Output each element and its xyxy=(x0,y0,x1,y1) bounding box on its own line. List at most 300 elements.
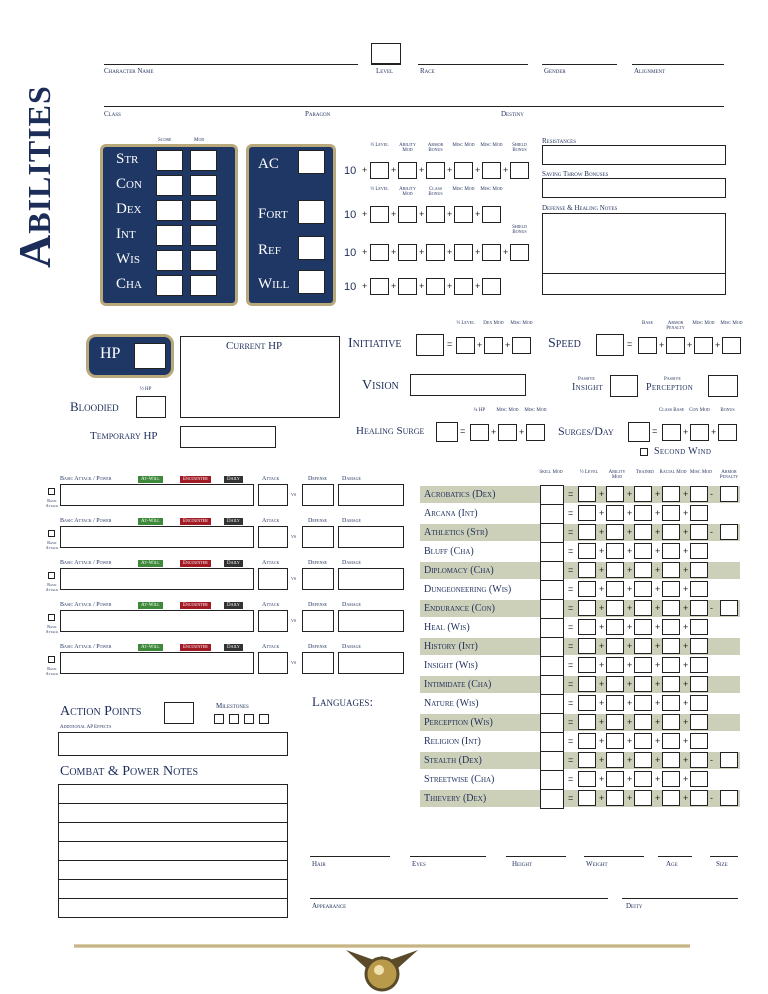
skill-total[interactable] xyxy=(540,561,564,581)
skill-component-box[interactable] xyxy=(606,543,624,559)
skill-component-box[interactable] xyxy=(634,695,652,711)
defense-formula-box[interactable] xyxy=(426,162,445,179)
label-appearance: Appearance xyxy=(312,902,347,910)
ability-label-int: Int xyxy=(116,226,136,242)
skill-component-box[interactable] xyxy=(690,581,708,597)
skill-component-box[interactable] xyxy=(662,600,680,616)
skill-total[interactable] xyxy=(540,694,564,714)
daily-tag[interactable]: Daily xyxy=(224,560,243,567)
plus-op: + xyxy=(475,247,481,257)
skill-component-box[interactable] xyxy=(634,543,652,559)
speed-box[interactable] xyxy=(694,337,713,354)
plus-op: + xyxy=(491,427,497,437)
ability-score-wis[interactable] xyxy=(156,250,183,271)
skill-component-box[interactable] xyxy=(662,676,680,692)
skill-component-box[interactable] xyxy=(690,562,708,578)
skill-component-box[interactable] xyxy=(634,581,652,597)
defense-formula-box[interactable] xyxy=(454,162,473,179)
armor-penalty-box[interactable] xyxy=(720,790,738,806)
skill-component-box[interactable] xyxy=(578,505,596,521)
skill-component-box[interactable] xyxy=(634,562,652,578)
skill-component-box[interactable] xyxy=(690,486,708,502)
plus-op: + xyxy=(683,427,689,437)
skill-component-box[interactable] xyxy=(634,771,652,787)
skill-component-box[interactable] xyxy=(634,657,652,673)
attack-defense-field[interactable] xyxy=(302,652,334,674)
plus-op: + xyxy=(683,584,689,594)
armor-penalty-box[interactable] xyxy=(720,486,738,502)
skill-name: Perception (Wis) xyxy=(424,717,493,728)
initiative-box[interactable] xyxy=(456,337,475,354)
defense-formula-box[interactable] xyxy=(426,206,445,223)
ability-score-con[interactable] xyxy=(156,175,183,196)
equals-op: = xyxy=(568,660,574,670)
defense-score-will[interactable] xyxy=(298,270,325,294)
equals-op: = xyxy=(568,679,574,689)
skill-component-box[interactable] xyxy=(690,771,708,787)
plus-op: + xyxy=(683,508,689,518)
plus-op: + xyxy=(655,546,661,556)
skill-name: Heal (Wis) xyxy=(424,622,470,633)
basic-attack-checkbox[interactable] xyxy=(48,530,55,537)
skill-component-box[interactable] xyxy=(606,524,624,540)
plus-op: + xyxy=(655,489,661,499)
label-weight: Weight xyxy=(586,860,608,868)
skill-component-box[interactable] xyxy=(606,733,624,749)
skill-component-box[interactable] xyxy=(606,486,624,502)
skill-component-box[interactable] xyxy=(690,524,708,540)
attack-damage-field[interactable] xyxy=(338,610,404,632)
basic-attack-label: Basic Attack xyxy=(45,498,59,508)
skill-total[interactable] xyxy=(540,713,564,733)
skill-component-box[interactable] xyxy=(662,752,680,768)
skill-header-half_level: ½ Level xyxy=(579,470,599,475)
attack-bonus-field[interactable] xyxy=(258,526,288,548)
skill-component-box[interactable] xyxy=(662,638,680,654)
ability-mod-con[interactable] xyxy=(190,175,217,196)
plus-op: + xyxy=(683,527,689,537)
skill-component-box[interactable] xyxy=(634,733,652,749)
defense-formula-box[interactable] xyxy=(370,162,389,179)
defense-score-fort[interactable] xyxy=(298,200,325,224)
label-second-wind: Second Wind xyxy=(654,446,712,457)
skill-component-box[interactable] xyxy=(634,714,652,730)
skill-component-box[interactable] xyxy=(578,486,596,502)
minus-op: - xyxy=(710,527,713,537)
skill-component-box[interactable] xyxy=(606,657,624,673)
skill-component-box[interactable] xyxy=(578,657,596,673)
plus-op: + xyxy=(627,717,633,727)
initiative-box[interactable] xyxy=(512,337,531,354)
skill-component-box[interactable] xyxy=(634,486,652,502)
defense-formula-box[interactable] xyxy=(370,278,389,295)
skill-name: Acrobatics (Dex) xyxy=(424,489,496,500)
skill-component-box[interactable] xyxy=(634,790,652,806)
daily-tag[interactable]: Daily xyxy=(224,602,243,609)
defense-formula-box[interactable] xyxy=(510,244,529,261)
skill-component-box[interactable] xyxy=(634,619,652,635)
armor-penalty-box[interactable] xyxy=(720,524,738,540)
skill-name: Streetwise (Cha) xyxy=(424,774,495,785)
attack-label: Basic Attack / Power xyxy=(60,518,112,524)
plus-op: + xyxy=(683,603,689,613)
skill-component-box[interactable] xyxy=(662,562,680,578)
ability-label-str: Str xyxy=(116,151,139,167)
attack-label: Basic Attack / Power xyxy=(60,476,112,482)
max-hp-field[interactable] xyxy=(134,343,166,369)
ability-mod-str[interactable] xyxy=(190,150,217,171)
plus-op: + xyxy=(599,698,605,708)
ability-mod-wis[interactable] xyxy=(190,250,217,271)
plus-op: + xyxy=(419,165,425,175)
skill-total[interactable] xyxy=(540,770,564,790)
skill-component-box[interactable] xyxy=(690,657,708,673)
skill-component-box[interactable] xyxy=(690,505,708,521)
skill-component-box[interactable] xyxy=(606,676,624,692)
skill-component-box[interactable] xyxy=(606,581,624,597)
at-will-tag[interactable]: At-Will xyxy=(138,644,163,651)
skill-component-box[interactable] xyxy=(690,619,708,635)
skill-total[interactable] xyxy=(540,675,564,695)
surges-day-box[interactable] xyxy=(690,424,709,441)
defense-score-ref[interactable] xyxy=(298,236,325,260)
skill-component-box[interactable] xyxy=(634,752,652,768)
skill-component-box[interactable] xyxy=(578,771,596,787)
attack-header: Attack xyxy=(262,602,280,608)
skill-component-box[interactable] xyxy=(690,790,708,806)
defense-formula-box[interactable] xyxy=(370,206,389,223)
label-mod: Mod xyxy=(194,138,205,143)
skill-header-armor_penalty: Armor Penalty xyxy=(719,470,739,480)
temporary-hp-field[interactable] xyxy=(180,426,276,448)
skill-name: Dungeoneering (Wis) xyxy=(424,584,512,595)
defense-formula-box[interactable] xyxy=(454,244,473,261)
skill-component-box[interactable] xyxy=(578,543,596,559)
defense-formula-box[interactable] xyxy=(398,162,417,179)
attack-name-field[interactable] xyxy=(60,610,254,632)
plus-op: + xyxy=(447,165,453,175)
skill-component-box[interactable] xyxy=(578,752,596,768)
skill-component-box[interactable] xyxy=(578,790,596,806)
initiative-header: ½ Level xyxy=(456,321,475,326)
defense-notes-field[interactable] xyxy=(542,213,726,295)
skill-component-box[interactable] xyxy=(662,714,680,730)
skill-total[interactable] xyxy=(540,751,564,771)
skill-component-box[interactable] xyxy=(690,695,708,711)
speed-box[interactable] xyxy=(666,337,685,354)
ten-label: 10 xyxy=(344,209,357,221)
milestone-checkbox[interactable] xyxy=(214,714,224,724)
label-current-hp: Current HP xyxy=(226,340,283,352)
plus-op: + xyxy=(627,793,633,803)
skill-component-box[interactable] xyxy=(606,638,624,654)
skill-total[interactable] xyxy=(540,637,564,657)
skill-total[interactable] xyxy=(540,599,564,619)
plus-op: + xyxy=(599,603,605,613)
plus-op: + xyxy=(475,209,481,219)
attack-defense-field[interactable] xyxy=(302,484,334,506)
skill-total[interactable] xyxy=(540,542,564,562)
skill-component-box[interactable] xyxy=(662,486,680,502)
skill-component-box[interactable] xyxy=(662,733,680,749)
combat-note-line[interactable] xyxy=(58,784,288,804)
defense-header: Shield Bonus xyxy=(512,225,527,235)
basic-attack-checkbox[interactable] xyxy=(48,488,55,495)
passive-insight-field[interactable] xyxy=(610,375,638,397)
attack-defense-field[interactable] xyxy=(302,526,334,548)
attack-damage-field[interactable] xyxy=(338,526,404,548)
attack-damage-field[interactable] xyxy=(338,568,404,590)
label-combat-notes: Combat & Power Notes xyxy=(60,764,199,779)
resistances-field[interactable] xyxy=(542,145,726,165)
defense-formula-box[interactable] xyxy=(510,162,529,179)
daily-tag[interactable]: Daily xyxy=(224,518,243,525)
at-will-tag[interactable]: At-Will xyxy=(138,518,163,525)
combat-note-line[interactable] xyxy=(58,879,288,899)
defense-label-will: Will xyxy=(258,276,290,292)
plus-op: + xyxy=(683,641,689,651)
defense-formula-box[interactable] xyxy=(426,244,445,261)
initiative-header: Misc Mod xyxy=(510,321,533,326)
encounter-tag[interactable]: Encounter xyxy=(180,644,211,651)
ability-mod-cha[interactable] xyxy=(190,275,217,296)
skill-component-box[interactable] xyxy=(690,733,708,749)
combat-note-line[interactable] xyxy=(58,898,288,918)
skill-component-box[interactable] xyxy=(578,600,596,616)
speed-box[interactable] xyxy=(722,337,741,354)
surge-box[interactable] xyxy=(498,424,517,441)
defense-formula-box[interactable] xyxy=(454,278,473,295)
equals-op: = xyxy=(568,774,574,784)
label-resistances: Resistances xyxy=(542,137,576,145)
armor-penalty-box[interactable] xyxy=(720,600,738,616)
skill-total[interactable] xyxy=(540,485,564,505)
attack-bonus-field[interactable] xyxy=(258,652,288,674)
skill-total[interactable] xyxy=(540,618,564,638)
defense-formula-box[interactable] xyxy=(482,206,501,223)
attack-label: Basic Attack / Power xyxy=(60,602,112,608)
attack-damage-field[interactable] xyxy=(338,484,404,506)
ability-score-str[interactable] xyxy=(156,150,183,171)
plus-op: + xyxy=(683,565,689,575)
defense-formula-box[interactable] xyxy=(482,244,501,261)
plus-op: + xyxy=(599,679,605,689)
attack-header: Attack xyxy=(262,476,280,482)
defense-formula-box[interactable] xyxy=(426,278,445,295)
attack-damage-field[interactable] xyxy=(338,652,404,674)
label-age: Age xyxy=(666,860,678,868)
skill-component-box[interactable] xyxy=(606,505,624,521)
skill-component-box[interactable] xyxy=(578,562,596,578)
plus-op: + xyxy=(683,679,689,689)
skill-component-box[interactable] xyxy=(578,619,596,635)
skill-component-box[interactable] xyxy=(578,714,596,730)
skill-total[interactable] xyxy=(540,789,564,809)
skill-component-box[interactable] xyxy=(606,771,624,787)
skill-component-box[interactable] xyxy=(578,524,596,540)
skill-component-box[interactable] xyxy=(690,714,708,730)
skill-component-box[interactable] xyxy=(606,695,624,711)
plus-op: + xyxy=(627,660,633,670)
daily-tag[interactable]: Daily xyxy=(224,644,243,651)
armor-penalty-box[interactable] xyxy=(720,752,738,768)
skill-component-box[interactable] xyxy=(662,524,680,540)
surges-day-box[interactable] xyxy=(718,424,737,441)
skill-component-box[interactable] xyxy=(606,790,624,806)
defense-score-ac[interactable] xyxy=(298,150,325,174)
label-vision: Vision xyxy=(362,378,399,393)
ability-mod-int[interactable] xyxy=(190,225,217,246)
skill-component-box[interactable] xyxy=(634,638,652,654)
encounter-tag[interactable]: Encounter xyxy=(180,560,211,567)
attack-defense-field[interactable] xyxy=(302,568,334,590)
skill-component-box[interactable] xyxy=(690,600,708,616)
at-will-tag[interactable]: At-Will xyxy=(138,602,163,609)
surge-box[interactable] xyxy=(526,424,545,441)
attack-name-field[interactable] xyxy=(60,652,254,674)
plus-op: + xyxy=(599,717,605,727)
skill-component-box[interactable] xyxy=(690,676,708,692)
attack-name-field[interactable] xyxy=(60,568,254,590)
combat-note-line[interactable] xyxy=(58,803,288,823)
additional-ap-field[interactable] xyxy=(58,732,288,756)
defense-header: Misc Mod xyxy=(480,187,503,192)
defense-formula-box[interactable] xyxy=(370,244,389,261)
speed-total[interactable] xyxy=(596,334,624,356)
at-will-tag[interactable]: At-Will xyxy=(138,560,163,567)
label-half-hp: ½ HP xyxy=(140,387,152,392)
surge-header: Misc Mod xyxy=(524,408,547,413)
skill-component-box[interactable] xyxy=(634,600,652,616)
skill-component-box[interactable] xyxy=(690,752,708,768)
basic-attack-checkbox[interactable] xyxy=(48,614,55,621)
at-will-tag[interactable]: At-Will xyxy=(138,476,163,483)
skill-component-box[interactable] xyxy=(578,733,596,749)
skill-component-box[interactable] xyxy=(662,619,680,635)
defense-formula-box[interactable] xyxy=(398,206,417,223)
skill-component-box[interactable] xyxy=(578,638,596,654)
skill-name: Intimidate (Cha) xyxy=(424,679,492,690)
attack-bonus-field[interactable] xyxy=(258,610,288,632)
skill-total[interactable] xyxy=(540,656,564,676)
defense-formula-box[interactable] xyxy=(482,162,501,179)
defense-header: Defense xyxy=(308,602,328,608)
skill-name: Athletics (Str) xyxy=(424,527,488,538)
ability-label-con: Con xyxy=(116,176,142,192)
attack-bonus-field[interactable] xyxy=(258,484,288,506)
skill-component-box[interactable] xyxy=(606,562,624,578)
skill-component-box[interactable] xyxy=(662,790,680,806)
defense-formula-box[interactable] xyxy=(398,278,417,295)
encounter-tag[interactable]: Encounter xyxy=(180,518,211,525)
surges-day-box[interactable] xyxy=(662,424,681,441)
speed-box[interactable] xyxy=(638,337,657,354)
label-action-points: Action Points xyxy=(60,704,142,719)
label-milestones: Milestones xyxy=(216,702,249,710)
skill-component-box[interactable] xyxy=(662,771,680,787)
combat-note-line[interactable] xyxy=(58,822,288,842)
basic-attack-checkbox[interactable] xyxy=(48,656,55,663)
defense-formula-box[interactable] xyxy=(398,244,417,261)
encounter-tag[interactable]: Encounter xyxy=(180,476,211,483)
skill-component-box[interactable] xyxy=(606,600,624,616)
vs-label: vs xyxy=(291,534,297,540)
defense-header: Misc Mod xyxy=(480,143,503,148)
ability-score-cha[interactable] xyxy=(156,275,183,296)
skill-component-box[interactable] xyxy=(606,619,624,635)
attack-name-field[interactable] xyxy=(60,526,254,548)
second-wind-checkbox[interactable] xyxy=(640,448,648,456)
vision-field[interactable] xyxy=(410,374,526,396)
skill-component-box[interactable] xyxy=(578,581,596,597)
skill-component-box[interactable] xyxy=(662,543,680,559)
skill-name: Endurance (Con) xyxy=(424,603,495,614)
bloodied-field[interactable] xyxy=(136,396,166,418)
defense-formula-box[interactable] xyxy=(482,278,501,295)
action-points-field[interactable] xyxy=(164,702,194,724)
surges-day-total[interactable] xyxy=(628,422,650,442)
skill-component-box[interactable] xyxy=(606,752,624,768)
skill-total[interactable] xyxy=(540,504,564,524)
plus-op: + xyxy=(655,717,661,727)
passive-perception-field[interactable] xyxy=(708,375,738,397)
level-field[interactable] xyxy=(371,43,401,64)
attack-defense-field[interactable] xyxy=(302,610,334,632)
plus-op: + xyxy=(362,165,368,175)
healing-surge-total[interactable] xyxy=(436,422,458,442)
saving-throw-field[interactable] xyxy=(542,178,726,198)
defense-formula-box[interactable] xyxy=(454,206,473,223)
combat-note-line[interactable] xyxy=(58,860,288,880)
skill-component-box[interactable] xyxy=(662,695,680,711)
attack-bonus-field[interactable] xyxy=(258,568,288,590)
skill-component-box[interactable] xyxy=(662,657,680,673)
initiative-box[interactable] xyxy=(484,337,503,354)
milestone-checkbox[interactable] xyxy=(244,714,254,724)
surge-box[interactable] xyxy=(470,424,489,441)
skill-component-box[interactable] xyxy=(634,524,652,540)
ability-score-dex[interactable] xyxy=(156,200,183,221)
skill-component-box[interactable] xyxy=(690,543,708,559)
skill-component-box[interactable] xyxy=(634,505,652,521)
skill-component-box[interactable] xyxy=(578,676,596,692)
ability-mod-dex[interactable] xyxy=(190,200,217,221)
plus-op: + xyxy=(683,660,689,670)
skill-component-box[interactable] xyxy=(690,638,708,654)
attack-label: Basic Attack / Power xyxy=(60,644,112,650)
milestone-checkbox[interactable] xyxy=(259,714,269,724)
ability-score-int[interactable] xyxy=(156,225,183,246)
skill-component-box[interactable] xyxy=(662,581,680,597)
daily-tag[interactable]: Daily xyxy=(224,476,243,483)
combat-note-line[interactable] xyxy=(58,841,288,861)
attack-name-field[interactable] xyxy=(60,484,254,506)
skill-header-racial_mod: Racial Mod xyxy=(659,470,687,475)
skill-component-box[interactable] xyxy=(578,695,596,711)
encounter-tag[interactable]: Encounter xyxy=(180,602,211,609)
skill-total[interactable] xyxy=(540,580,564,600)
basic-attack-label: Basic Attack xyxy=(45,582,59,592)
skill-total[interactable] xyxy=(540,732,564,752)
skill-component-box[interactable] xyxy=(634,676,652,692)
skill-total[interactable] xyxy=(540,523,564,543)
skill-component-box[interactable] xyxy=(662,505,680,521)
milestone-checkbox[interactable] xyxy=(229,714,239,724)
basic-attack-checkbox[interactable] xyxy=(48,572,55,579)
skill-component-box[interactable] xyxy=(606,714,624,730)
defense-header: Defense xyxy=(308,518,328,524)
initiative-total[interactable] xyxy=(416,334,444,356)
